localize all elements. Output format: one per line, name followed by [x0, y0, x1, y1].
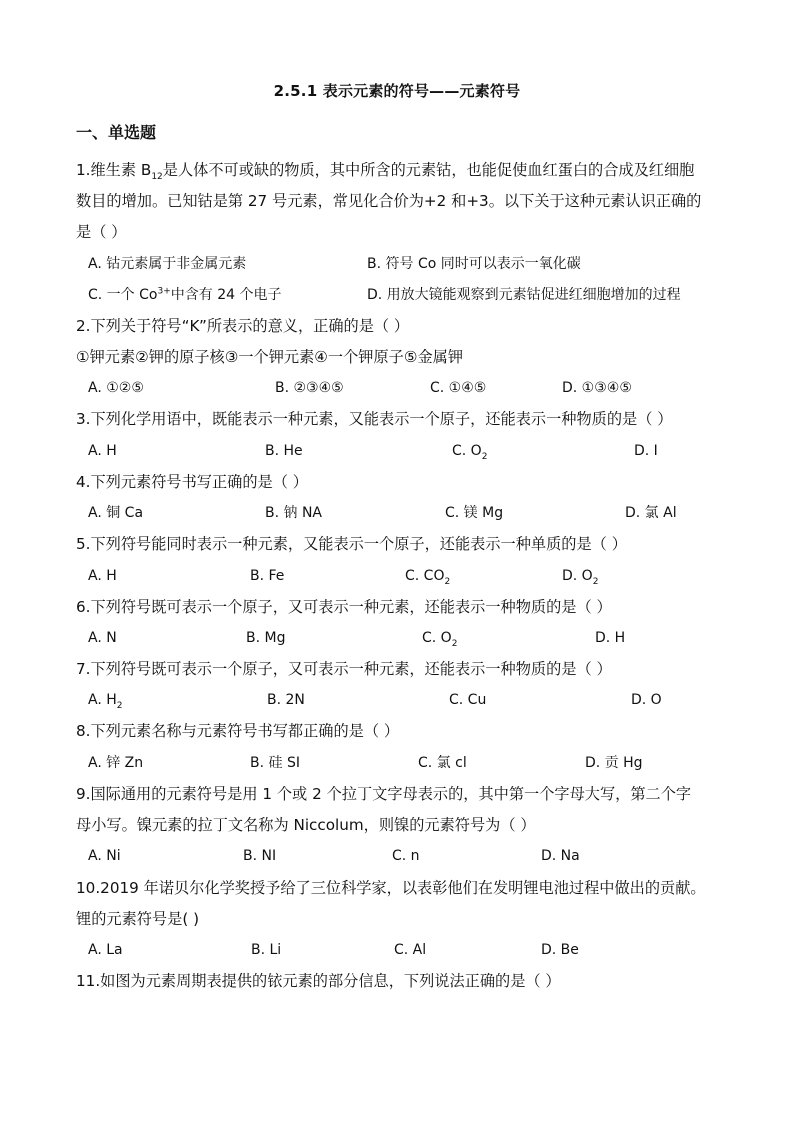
q2-option-b: B. ②③④⑤: [275, 380, 344, 396]
q7-option-d: D. O: [631, 692, 662, 708]
q6-stem: 6.下列符号既可表示一个原子，又可表示一种元素，还能表示一种物质的是（ ）: [76, 598, 612, 616]
section-heading: 一、单选题: [76, 123, 157, 142]
q6-option-b: B. Mg: [246, 630, 286, 646]
q8-stem: 8.下列元素名称与元素符号书写都正确的是（ ）: [76, 722, 400, 740]
q10-stem-line1: 10.2019 年诺贝尔化学奖授予给了三位科学家，以表彰他们在发明锂电池过程中做出的贡献。: [76, 879, 706, 897]
q5-option-a: A. H: [88, 568, 117, 584]
q4-option-c: C. 镁 Mg: [445, 505, 504, 521]
q8-option-b: B. 硅 SI: [250, 755, 300, 771]
q1-stem-line1: 1.维生素 $B_{12}$是人体不可或缺的物质，其中所含的元素钴，也能促使血红蛋白的合成及红细胞: [76, 161, 695, 183]
q9-stem-line2: 母小写。镍元素的拉丁文名称为 Niccolum，则镍的元素符号为（ ）: [76, 816, 536, 834]
q9-option-c: C. n: [392, 848, 420, 864]
q1-stem-line3: 是（ ）: [76, 223, 127, 241]
q4-option-d: D. 氯 Al: [625, 505, 677, 521]
q2-option-a: A. ①②⑤: [88, 380, 144, 396]
q3-stem: 3.下列化学用语中，既能表示一种元素，又能表示一个原子，还能表示一种物质的是（ ）: [76, 410, 673, 428]
q2-meanings: ①钾元素②钾的原子核③一个钾元素④一个钾原子⑤金属钾: [76, 348, 464, 366]
q10-option-c: C. Al: [394, 942, 427, 958]
q1-option-a: A. 钴元素属于非金属元素: [88, 256, 247, 272]
q3-option-a: A. H: [88, 443, 117, 459]
q3-option-d: D. I: [634, 443, 658, 459]
q4-option-a: A. 铜 Ca: [88, 505, 144, 521]
q8-option-a: A. 锌 Zn: [88, 755, 144, 771]
document-title: 2.5.1 表示元素的符号——元素符号: [273, 82, 521, 100]
q9-stem-line1: 9.国际通用的元素符号是用 1 个或 2 个拉丁文字母表示的，其中第一个字母大写，第二个字: [76, 785, 692, 803]
q2-option-c: C. ①④⑤: [430, 380, 487, 396]
q2-option-d: D. ①③④⑤: [562, 380, 632, 396]
q10-option-b: B. Li: [251, 942, 282, 958]
q7-stem: 7.下列符号既可表示一个原子，又可表示一种元素，还能表示一种物质的是（ ）: [76, 660, 612, 678]
q7-option-a: A. $H_2$: [88, 692, 123, 711]
q6-option-a: A. N: [88, 630, 117, 646]
q3-option-c: C. $O_2$: [452, 443, 488, 462]
q7-option-c: C. Cu: [449, 692, 487, 708]
q1-option-d: D. 用放大镜能观察到元素钴促进红细胞增加的过程: [367, 287, 681, 303]
q5-stem: 5.下列符号能同时表示一种元素，又能表示一个原子，还能表示一种单质的是（ ）: [76, 535, 627, 553]
q5-option-b: B. Fe: [250, 568, 285, 584]
q2-stem: 2.下列关于符号“K”所表示的意义，正确的是（ ）: [76, 317, 410, 335]
q9-option-b: B. NI: [243, 848, 277, 864]
q1-stem-line2: 数目的增加。已知钴是第 27 号元素，常见化合价为+2 和+3。以下关于这种元素认识正确的: [76, 192, 702, 210]
q10-option-a: A. La: [88, 942, 123, 958]
q3-option-b: B. He: [265, 443, 303, 459]
q8-option-c: C. 氯 cl: [418, 755, 467, 771]
q6-option-c: C. $O_2$: [422, 630, 458, 649]
q7-option-b: B. 2N: [267, 692, 305, 708]
q11-stem: 11.如图为元素周期表提供的铱元素的部分信息，下列说法正确的是（ ）: [76, 972, 561, 990]
q1-option-c: C. 一个 $Co^{3+}$中含有 24 个电子: [88, 286, 282, 303]
q9-option-d: D. Na: [541, 848, 580, 864]
q6-option-d: D. H: [595, 630, 626, 646]
q9-option-a: A. Ni: [88, 848, 121, 864]
q10-option-d: D. Be: [541, 942, 579, 958]
q5-option-c: C. $CO_2$: [405, 568, 451, 587]
q8-option-d: D. 贡 Hg: [585, 755, 643, 771]
q4-option-b: B. 钠 NA: [265, 505, 323, 521]
q5-option-d: D. $O_2$: [562, 568, 599, 587]
q1-option-b: B. 符号 Co 同时可以表示一氧化碳: [367, 256, 581, 272]
q4-stem: 4.下列元素符号书写正确的是（ ）: [76, 473, 308, 491]
q10-stem-line2: 锂的元素符号是( ): [76, 910, 199, 928]
